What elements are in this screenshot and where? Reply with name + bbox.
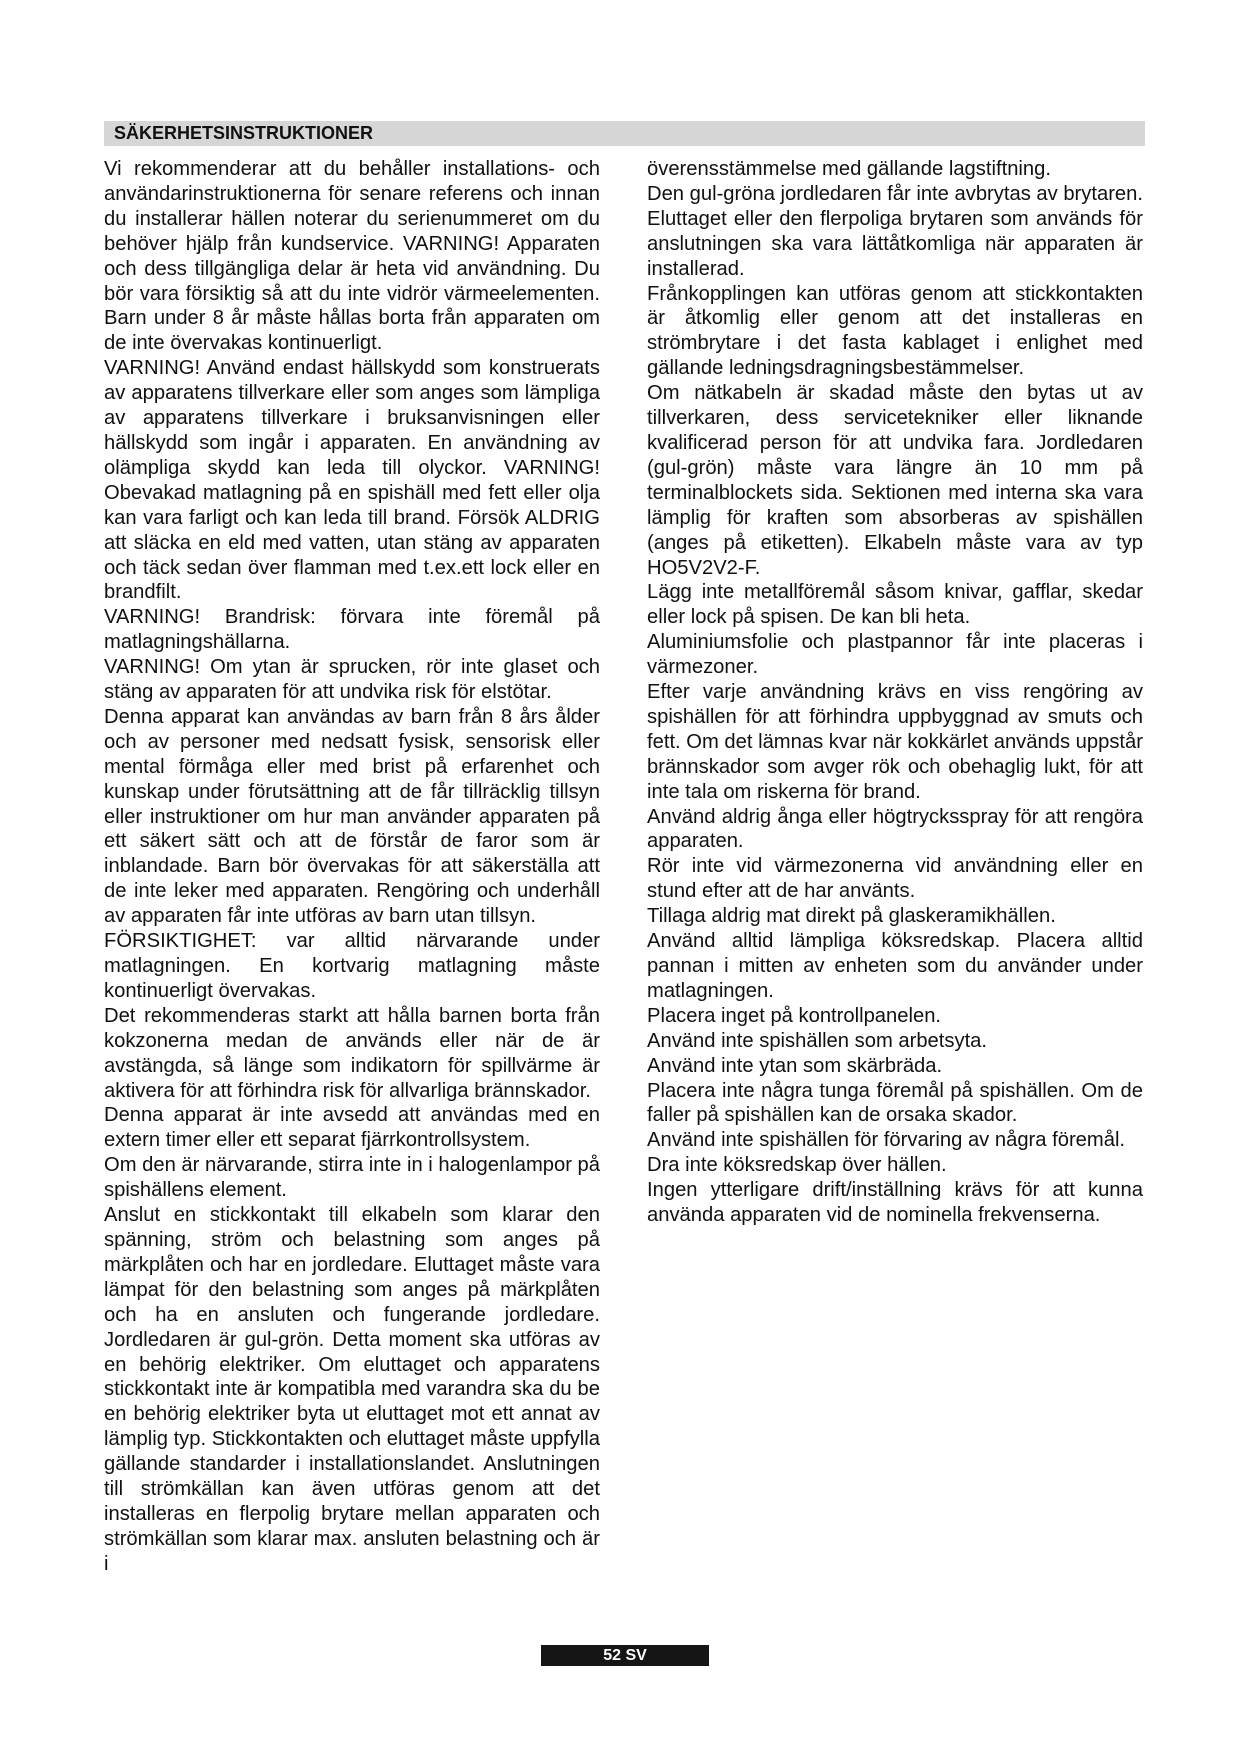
paragraph: Aluminiumsfolie och plastpannor får inte placeras i värmezoner. [647, 631, 1143, 679]
paragraph: Placera inget på kontrollpanelen. [647, 1004, 942, 1027]
paragraph: Ingen ytterligare drift/inställning krävs för att kunna använda apparaten vid de nominella frekvenserna. [647, 1179, 1143, 1227]
right-column [647, 157, 1143, 1228]
paragraph: Efter varje användning krävs en viss rengöring av spishällen för att förhindra uppbyggnad av smuts och fett. Om det lämnas kvar när kokkärlet används uppstår brännskador som avger rök och obehaglig lukt, för att inte tala om riskerna för brand. [647, 681, 1143, 803]
paragraph: Tillaga aldrig mat direkt på glaskeramikhällen. [647, 905, 1056, 928]
paragraph: Använd inte spishällen för förvaring av några föremål. [647, 1129, 1126, 1152]
paragraph: VARNING! Brandrisk: förvara inte föremål på matlagningshällarna. [104, 606, 600, 654]
paragraph: Denna apparat kan användas av barn från 8 års ålder och av personer med nedsatt fysisk, sensorisk eller mental förmåga eller med brist på erfarenhet och kunskap under förutsättning att de får tillräcklig tillsyn eller instruktioner om hur man använder apparaten på ett säkert sätt och att de förstår de faror som är inblandade. Barn bör övervakas för att säkerställa att de inte leker med apparaten. Rengöring och underhåll av apparaten får inte utföras av barn utan tillsyn. [104, 705, 600, 928]
paragraph: Vi rekommenderar att du behåller installations- och användarinstruktionerna för senare referens och innan du installerar hällen noterar du serienummeret om du behöver hjälp från kundservice. VARNING! Apparaten och dess tillgängliga delar är heta vid användning. Du bör vara försiktig så att du inte vidrör värmeelementen. Barn under 8 år måste hållas borta från apparaten om de inte övervakas kontinuerligt. [104, 158, 600, 355]
paragraph: Frånkopplingen kan utföras genom att stickkontakten är åtkomlig eller genom att det installeras en strömbrytare i det fasta kablaget i enlighet med gällande ledningsdragningsbestämmelser. [647, 282, 1143, 380]
paragraph: Om nätkabeln är skadad måste den bytas ut av tillverkaren, dess servicetekniker eller liknande kvalificerad person för att undvika fara. Jordledaren (gul-grön) måste vara längre än 10 mm på terminalblockets sida. Sektionen med interna ska vara lämplig för kraften som absorberas av spishällen (anges på etiketten). Elkabeln måste vara av typ HO5V2V2-F. [647, 382, 1143, 579]
paragraph: VARNING! Om ytan är sprucken, rör inte glaset och stäng av apparaten för att undvika risk för elstötar. [104, 656, 600, 704]
paragraph: överensstämmelse med gällande lagstiftning. [647, 158, 1051, 180]
paragraph: Om den är närvarande, stirra inte in i halogenlampor på spishällens element. [104, 1154, 600, 1202]
section-header: SÄKERHETSINSTRUKTIONER [104, 121, 1145, 146]
paragraph: Den gul-gröna jordledaren får inte avbrytas av brytaren. Eluttaget eller den flerpoliga brytaren som används för anslutningen ska vara lättåtkomliga när apparaten är installerad. [647, 182, 1143, 280]
paragraph: Använd alltid lämpliga köksredskap. Placera alltid pannan i mitten av enheten som du använder under matlagningen. [647, 930, 1143, 1002]
page-number-label: 52 SV [541, 1645, 709, 1666]
paragraph: Placera inte några tunga föremål på spishällen. Om de faller på spishällen kan de orsaka skador. [647, 1079, 1143, 1127]
paragraph: Det rekommenderas starkt att hålla barnen borta från kokzonerna medan de används eller när de är avstängda, så länge som indikatorn för spillvärme är aktivera för att förhindra risk för allvarliga brännskador. [104, 1004, 600, 1102]
paragraph: FÖRSIKTIGHET: var alltid närvarande under matlagningen. En kortvarig matlagning måste kontinuerligt övervakas. [104, 930, 600, 1002]
left-column [104, 157, 600, 1577]
paragraph: Denna apparat är inte avsedd att användas med en extern timer eller ett separat fjärrkontrollsystem. [104, 1104, 600, 1152]
paragraph: Dra inte köksredskap över hällen. [647, 1154, 947, 1177]
paragraph: Anslut en stickkontakt till elkabeln som klarar den spänning, ström och belastning som anges på märkplåten och har en jordledare. Eluttaget måste vara lämpat för den belastning som anges på märkplåten och ha en ansluten och fungerande jordledare. Jordledaren är gul-grön. Detta moment ska utföras av en behörig elektriker. Om eluttaget och apparatens stickkontakt inte är kompatibla med varandra ska du be en behörig elektriker byta ut eluttaget mot ett annat av lämplig typ. Stickkontakten och eluttaget måste uppfylla gällande standarder i installationslandet. Anslutningen till strömkällan kan även utföras genom att det installeras en flerpolig brytare mellan apparaten och strömkällan som klarar max. ansluten belastning och är i [104, 1204, 600, 1575]
paragraph: VARNING! Använd endast hällskydd som konstruerats av apparatens tillverkare eller som anges som lämpliga av apparatens tillverkare i bruksanvisningen eller hällskydd som ingår i apparaten. En användning av olämpliga skydd kan leda till olyckor. VARNING! Obevakad matlagning på en spishäll med fett eller olja kan vara farligt och kan leda till brand. Försök ALDRIG att släcka en eld med vatten, utan stäng av apparaten och täck sedan över flamman med t.ex.ett lock eller en brandfilt. [104, 357, 600, 604]
paragraph: Lägg inte metallföremål såsom knivar, gafflar, skedar eller lock på spisen. De kan bli heta. [647, 581, 1143, 629]
paragraph: Använd aldrig ånga eller högtrycksspray för att rengöra apparaten. [647, 805, 1143, 853]
paragraph: Använd inte spishällen som arbetsyta. [647, 1029, 988, 1052]
paragraph: Rör inte vid värmezonerna vid användning eller en stund efter att de har använts. [647, 855, 1143, 903]
paragraph: Använd inte ytan som skärbräda. [647, 1054, 943, 1077]
